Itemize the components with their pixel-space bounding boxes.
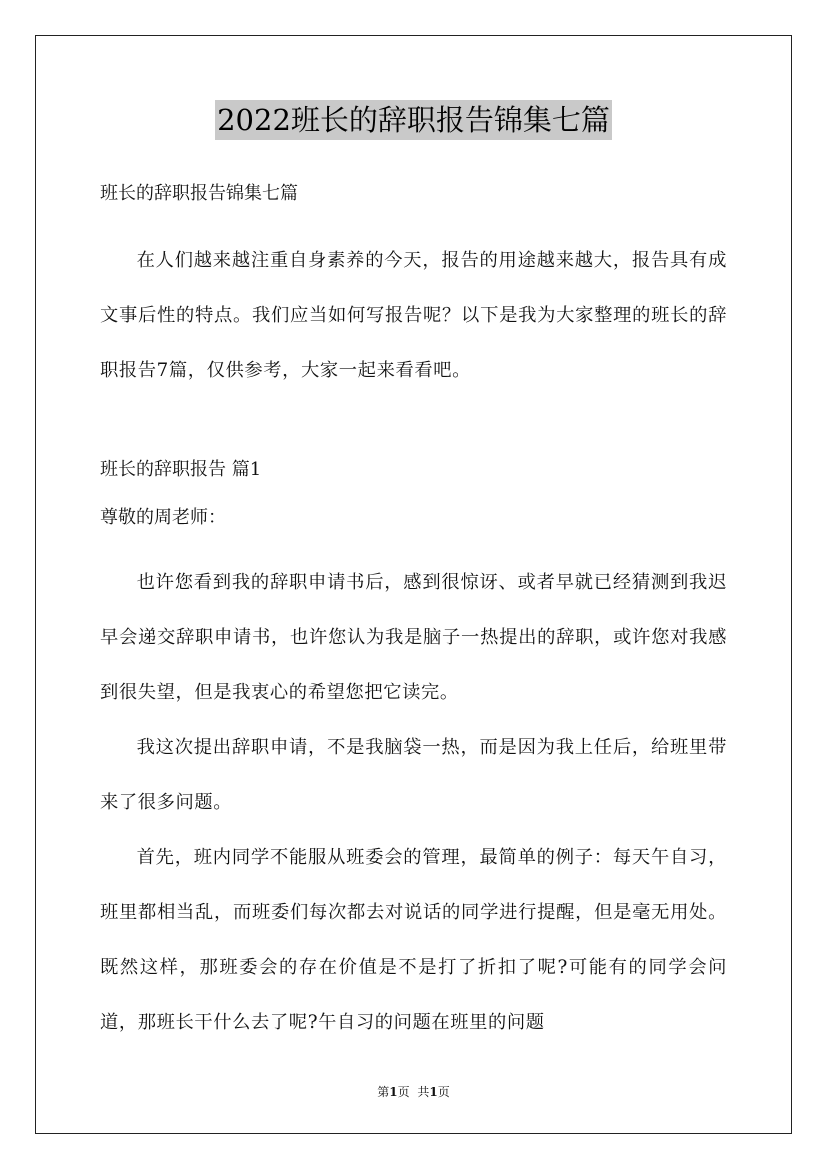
- footer-total-pages: 1: [429, 1085, 438, 1099]
- document-title: 2022班长的辞职报告锦集七篇: [215, 100, 612, 140]
- body-paragraph: 首先，班内同学不能服从班委会的管理，最简单的例子：每天午自习，班里都相当乱，而班委们每次都去对说话的同学进行提醒，但是毫无用处。既然这样，那班委会的存在价值是不是打了折扣了呢?可能有的同学会问道，那班长干什么去了呢?午自习的问题在班里的问题: [100, 847, 727, 1033]
- footer-page-prefix: 第: [377, 1085, 390, 1099]
- footer-total-prefix: 共: [417, 1085, 430, 1099]
- document-body: [100, 177, 727, 1050]
- page-footer: [0, 1084, 827, 1100]
- document-subtitle: 班长的辞职报告锦集七篇: [100, 183, 298, 204]
- footer-page-number: 1: [389, 1085, 398, 1099]
- title-container: [0, 100, 827, 140]
- section-heading: 班长的辞职报告 篇1: [100, 459, 262, 480]
- footer-page-suffix: 页: [397, 1085, 410, 1099]
- intro-paragraph: 在人们越来越注重自身素养的今天，报告的用途越来越大，报告具有成文事后性的特点。我们应当如何写报告呢？以下是我为大家整理的班长的辞职报告7篇，仅供参考，大家一起来看看吧。: [100, 250, 727, 381]
- body-paragraph: 我这次提出辞职申请，不是我脑袋一热，而是因为我上任后，给班里带来了很多问题。: [100, 737, 727, 813]
- salutation: 尊敬的周老师：: [100, 507, 226, 528]
- body-paragraph: 也许您看到我的辞职申请书后，感到很惊讶、或者早就已经猜测到我迟早会递交辞职申请书，也许您认为我是脑子一热提出的辞职，或许您对我感到很失望，但是我衷心的希望您把它读完。: [100, 572, 727, 703]
- footer-total-suffix: 页: [437, 1085, 450, 1099]
